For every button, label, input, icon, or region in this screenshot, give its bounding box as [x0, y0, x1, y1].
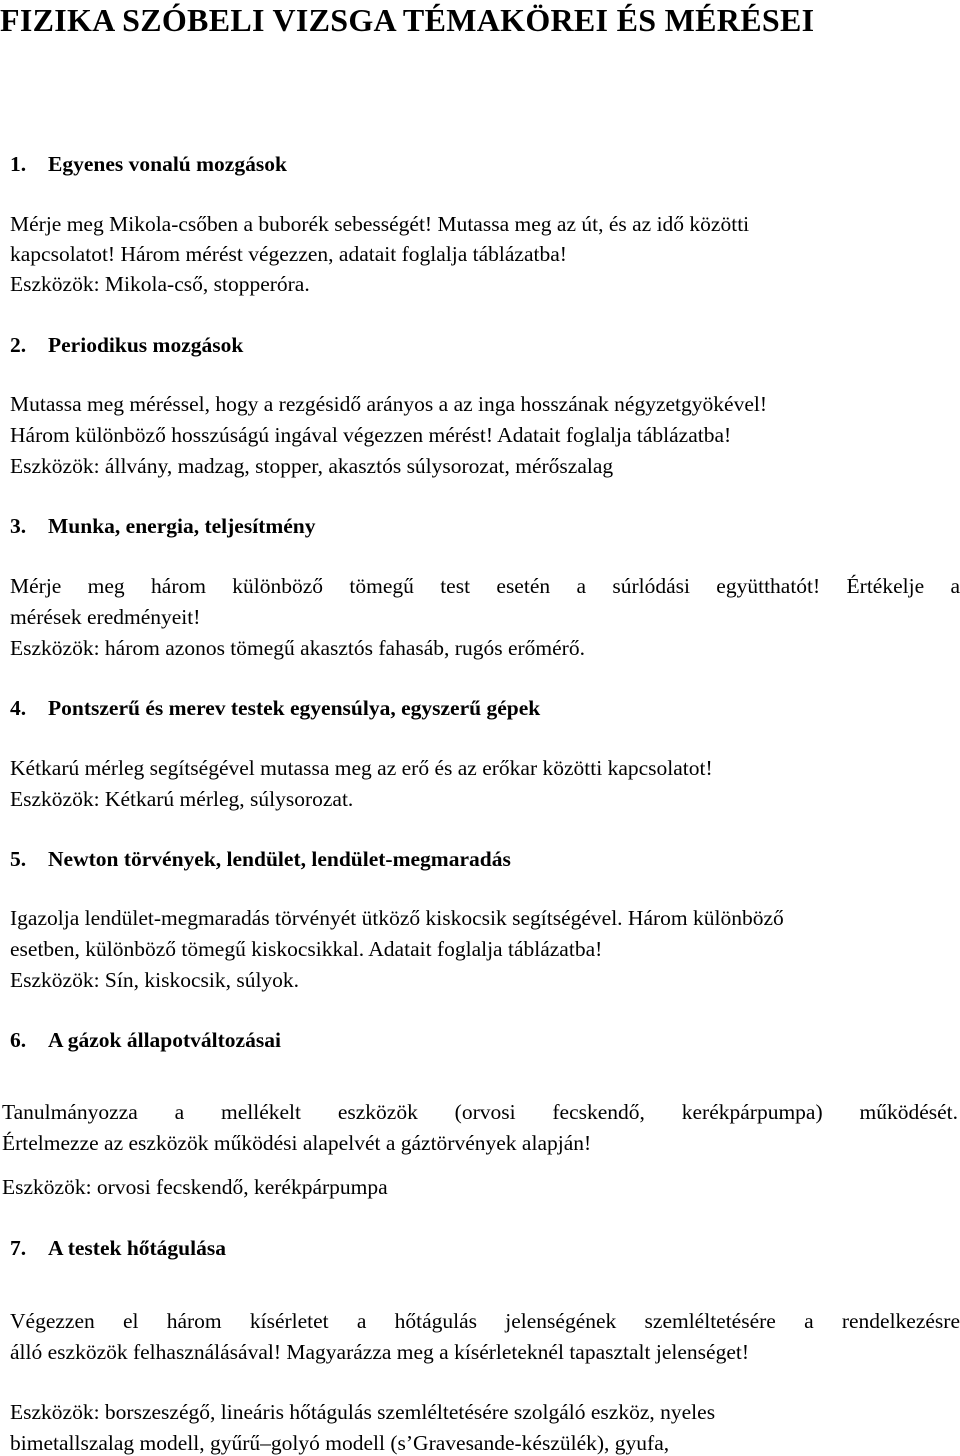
equipment-line: Eszközök: három azonos tömegű akasztós fahasáb, rugós erőmérő.: [10, 636, 585, 660]
paragraph-line: Értelmezze az eszközök működési alapelvét a gáztörvények alapján!: [2, 1131, 592, 1155]
paragraph-line: álló eszközök felhasználásával! Magyarázza meg a kísérleteknél tapasztalt jelenséget!: [10, 1340, 749, 1364]
paragraph-line: Végezzen el három kísérletet a hőtágulás jelenségének szemléltetésére a rendelkezésre: [10, 1309, 960, 1333]
paragraph-line: Kétkarú mérleg segítségével mutassa meg az erő és az erőkar közötti kapcsolatot!: [10, 756, 713, 780]
section-heading: [10, 333, 243, 358]
section-number: 4.: [10, 696, 27, 720]
paragraph-line: Tanulmányozza a mellékelt eszközök (orvosi fecskendő, kerékpárpumpa) működését.: [2, 1100, 958, 1124]
section-title: Newton törvények, lendület, lendület-megmaradás: [48, 847, 511, 871]
section-title: A gázok állapotváltozásai: [48, 1028, 281, 1052]
section-title: Egyenes vonalú mozgások: [48, 152, 287, 176]
section-number: 5.: [10, 847, 27, 871]
equipment-line: Eszközök: Kétkarú mérleg, súlysorozat.: [10, 787, 354, 811]
section-number: 7.: [10, 1236, 27, 1260]
section-heading: [10, 514, 316, 539]
section-number: 2.: [10, 333, 27, 357]
section-title: Munka, energia, teljesítmény: [48, 514, 316, 538]
section-title: Periodikus mozgások: [48, 333, 244, 357]
section-title: Pontszerű és merev testek egyensúlya, egyszerű gépek: [48, 696, 541, 720]
equipment-line: Eszközök: Mikola-cső, stopperóra.: [10, 272, 310, 296]
paragraph-line: Mérje meg Mikola-csőben a buborék sebességét! Mutassa meg az út, és az idő közötti: [10, 212, 750, 236]
section-heading: [10, 1236, 226, 1261]
equipment-line: Eszközök: állvány, madzag, stopper, akasztós súlysorozat, mérőszalag: [10, 454, 614, 478]
section-heading: [10, 847, 511, 872]
section-number: 3.: [10, 514, 27, 538]
equipment-line: Eszközök: orvosi fecskendő, kerékpárpumpa: [2, 1175, 388, 1199]
paragraph-line: Igazolja lendület-megmaradás törvényét ütköző kiskocsik segítségével. Három különböző: [10, 906, 784, 930]
page-title: FIZIKA SZÓBELI VIZSGA TÉMAKÖREI ÉS MÉRÉSEI: [0, 2, 815, 38]
section-heading: [10, 152, 287, 177]
section-number: 1.: [10, 152, 27, 176]
equipment-line: Eszközök: borszeszégő, lineáris hőtágulás szemléltetésére szolgáló eszköz, nyeles: [10, 1400, 716, 1424]
section-title: A testek hőtágulása: [48, 1236, 226, 1260]
paragraph-line: Mutassa meg méréssel, hogy a rezgésidő arányos a az inga hosszának négyzetgyökével!: [10, 392, 768, 416]
paragraph-line: Három különböző hosszúságú ingával végezzen mérést! Adatait foglalja táblázatba!: [10, 423, 732, 447]
section-heading: [10, 696, 540, 721]
paragraph-line: kapcsolatot! Három mérést végezzen, adatait foglalja táblázatba!: [10, 242, 567, 266]
equipment-line: bimetallszalag modell, gyűrű–golyó modell (s’Gravesande-készülék), gyufa,: [10, 1431, 670, 1455]
paragraph-line: esetben, különböző tömegű kiskocsikkal. Adatait foglalja táblázatba!: [10, 937, 603, 961]
equipment-line: Eszközök: Sín, kiskocsik, súlyok.: [10, 968, 300, 992]
section-heading: [10, 1028, 281, 1053]
section-number: 6.: [10, 1028, 27, 1052]
paragraph-line: Mérje meg három különböző tömegű test esetén a súrlódási együtthatót! Értékelje a: [10, 574, 960, 598]
paragraph-line: mérések eredményeit!: [10, 605, 201, 629]
